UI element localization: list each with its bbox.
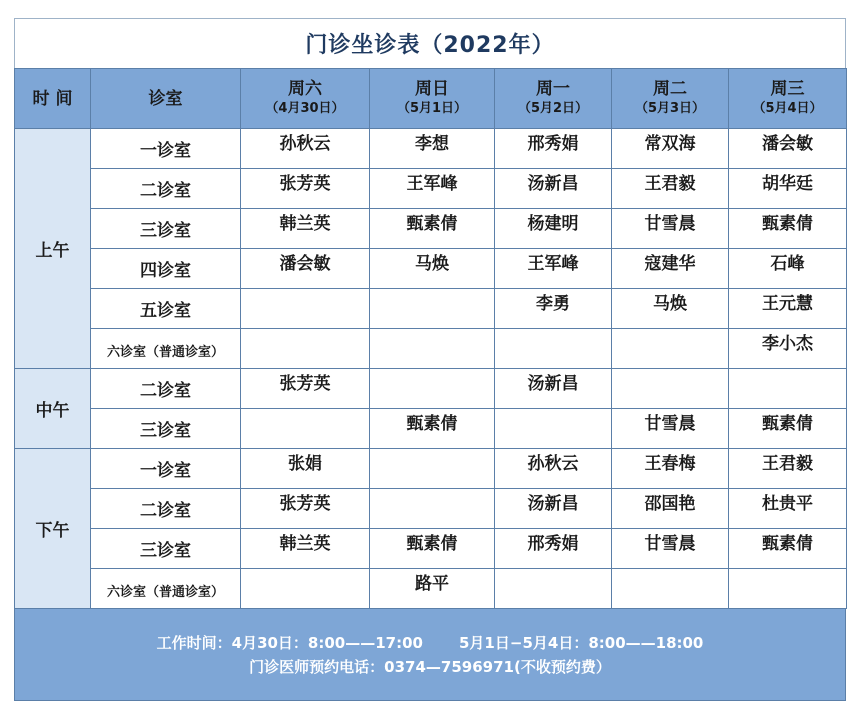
doctor-cell: 王军峰 [495, 249, 612, 289]
doctor-cell: 杜贵平 [729, 489, 847, 529]
day-date: （5月3日） [634, 100, 706, 116]
doctor-cell [241, 289, 370, 329]
room-cell: 一诊室 [91, 129, 241, 169]
doctor-cell: 石峰 [729, 249, 847, 289]
working-hours-sat: 工作时间：4月30日：8:00——17:00 [156, 633, 423, 652]
working-hours [157, 631, 704, 655]
period-noon: 中午 [15, 369, 91, 449]
doctor-cell: 潘会敏 [729, 129, 847, 169]
doctor-cell [495, 569, 612, 609]
day-name: 周六 [288, 78, 322, 99]
header-row [15, 69, 847, 129]
doctor-cell: 张芳英 [241, 489, 370, 529]
doctor-cell [612, 369, 729, 409]
header-day-sat [241, 69, 370, 129]
doctor-cell: 路平 [370, 569, 495, 609]
doctor-cell: 张芳英 [241, 369, 370, 409]
table-row [15, 449, 847, 489]
room-cell: 三诊室 [91, 209, 241, 249]
doctor-cell [729, 369, 847, 409]
doctor-cell: 甘雪晨 [612, 209, 729, 249]
doctor-cell: 甄素倩 [729, 529, 847, 569]
doctor-cell [612, 329, 729, 369]
schedule-sheet [14, 18, 846, 701]
table-row [15, 529, 847, 569]
table-row [15, 289, 847, 329]
doctor-cell: 甄素倩 [370, 209, 495, 249]
doctor-cell: 王春梅 [612, 449, 729, 489]
doctor-cell [370, 329, 495, 369]
room-cell: 六诊室（普通诊室） [91, 569, 241, 609]
doctor-cell [370, 369, 495, 409]
doctor-cell: 汤新昌 [495, 489, 612, 529]
header-time: 时 间 [15, 69, 91, 129]
table-row [15, 209, 847, 249]
page-title: 门诊坐诊表（2022年） [14, 18, 846, 68]
day-name: 周二 [653, 78, 687, 99]
room-cell: 二诊室 [91, 369, 241, 409]
doctor-cell [495, 329, 612, 369]
footer-info [14, 609, 846, 701]
doctor-cell: 李小杰 [729, 329, 847, 369]
doctor-cell: 甄素倩 [729, 409, 847, 449]
table-row [15, 569, 847, 609]
doctor-cell [370, 289, 495, 329]
room-cell: 二诊室 [91, 169, 241, 209]
doctor-cell [370, 489, 495, 529]
doctor-cell [729, 569, 847, 609]
doctor-cell: 韩兰英 [241, 209, 370, 249]
room-cell: 三诊室 [91, 529, 241, 569]
day-date: （5月1日） [396, 100, 468, 116]
room-cell: 二诊室 [91, 489, 241, 529]
table-row [15, 329, 847, 369]
header-day-wed [729, 69, 847, 129]
room-cell: 五诊室 [91, 289, 241, 329]
doctor-cell [241, 569, 370, 609]
doctor-cell: 孙秋云 [495, 449, 612, 489]
period-morning: 上午 [15, 129, 91, 369]
doctor-cell: 马焕 [612, 289, 729, 329]
room-cell: 四诊室 [91, 249, 241, 289]
header-day-sun [370, 69, 495, 129]
doctor-cell: 李勇 [495, 289, 612, 329]
header-day-mon [495, 69, 612, 129]
appointment-phone: 门诊医师预约电话：0374—7596971(不收预约费） [249, 657, 611, 676]
doctor-cell: 甄素倩 [370, 529, 495, 569]
room-cell: 六诊室（普通诊室） [91, 329, 241, 369]
doctor-cell: 甘雪晨 [612, 409, 729, 449]
day-name: 周日 [415, 78, 449, 99]
doctor-cell: 王君毅 [729, 449, 847, 489]
doctor-cell: 邢秀娟 [495, 529, 612, 569]
working-hours-holiday: 5月1日−5月4日：8:00——18:00 [459, 633, 704, 652]
doctor-cell [612, 569, 729, 609]
doctor-cell: 王军峰 [370, 169, 495, 209]
doctor-cell: 王元慧 [729, 289, 847, 329]
room-cell: 一诊室 [91, 449, 241, 489]
doctor-cell [495, 409, 612, 449]
table-row [15, 489, 847, 529]
period-afternoon: 下午 [15, 449, 91, 609]
doctor-cell: 邵国艳 [612, 489, 729, 529]
doctor-cell [241, 329, 370, 369]
doctor-cell: 甄素倩 [729, 209, 847, 249]
day-date: （5月2日） [517, 100, 589, 116]
doctor-cell: 甄素倩 [370, 409, 495, 449]
table-row [15, 409, 847, 449]
doctor-cell: 潘会敏 [241, 249, 370, 289]
table-row [15, 129, 847, 169]
doctor-cell: 邢秀娟 [495, 129, 612, 169]
doctor-cell: 寇建华 [612, 249, 729, 289]
doctor-cell: 王君毅 [612, 169, 729, 209]
doctor-cell: 常双海 [612, 129, 729, 169]
day-name: 周三 [770, 78, 805, 99]
doctor-cell: 马焕 [370, 249, 495, 289]
header-day-tue [612, 69, 729, 129]
room-cell: 三诊室 [91, 409, 241, 449]
doctor-cell: 胡华廷 [729, 169, 847, 209]
doctor-cell: 李想 [370, 129, 495, 169]
doctor-cell [241, 409, 370, 449]
doctor-cell: 张娟 [241, 449, 370, 489]
day-date: （5月4日） [752, 100, 823, 116]
doctor-cell: 汤新昌 [495, 369, 612, 409]
doctor-cell: 韩兰英 [241, 529, 370, 569]
day-date: （4月30日） [265, 100, 345, 116]
doctor-cell: 汤新昌 [495, 169, 612, 209]
table-row [15, 369, 847, 409]
header-room: 诊室 [91, 69, 241, 129]
table-row [15, 249, 847, 289]
table-row [15, 169, 847, 209]
schedule-table [14, 68, 847, 609]
doctor-cell: 孙秋云 [241, 129, 370, 169]
doctor-cell [370, 449, 495, 489]
doctor-cell: 张芳英 [241, 169, 370, 209]
doctor-cell: 甘雪晨 [612, 529, 729, 569]
day-name: 周一 [536, 78, 570, 99]
doctor-cell: 杨建明 [495, 209, 612, 249]
